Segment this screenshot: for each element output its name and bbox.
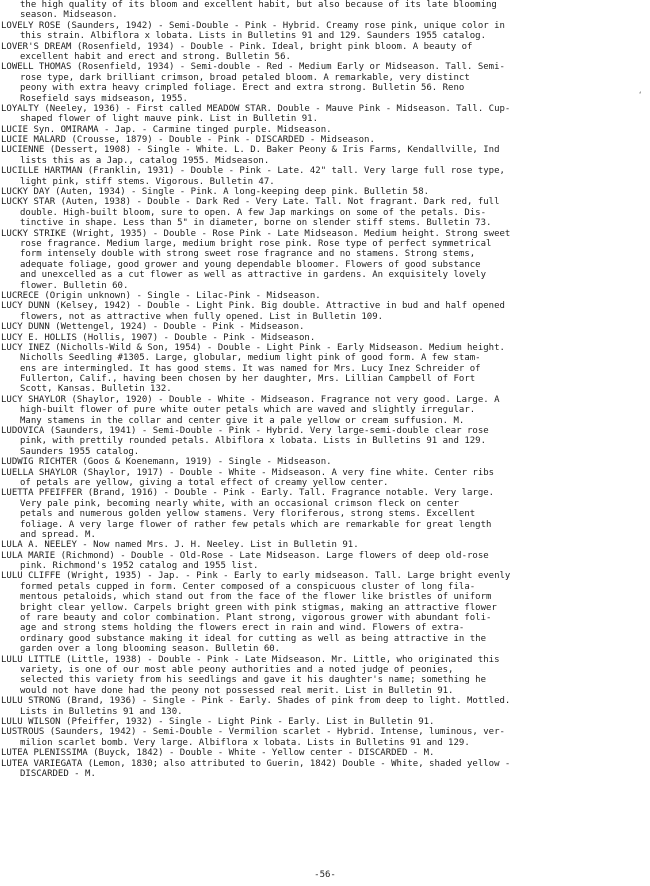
entry-heading-line: LUCKY DAY (Auten, 1934) - Single - Pink. A long-keeping deep pink. Bulletin 58.	[1, 187, 430, 198]
entry-heading-line: LUDWIG RICHTER (Goos & Koenemann, 1919) - Single - Midseason.	[1, 457, 332, 468]
entry-heading-line: LUCY DUNN (Kelsey, 1942) - Double - Light Pink. Big double. Attractive in bud and half opened	[1, 301, 505, 312]
entry-text-line: pink, with prettily rounded petals. Albiflora x lobata. Lists in Bulletins 91 and 129.	[20, 436, 486, 447]
entry-text-line: petals and numerous golden yellow stamens. Very floriferous, strong stems. Excellent	[20, 509, 476, 520]
entry-text-line: Scott, Kansas. Bulletin 132.	[20, 384, 172, 395]
entry-text-line: bright clear yellow. Carpels bright green with pink stigmas, making an attractive flower	[20, 602, 497, 613]
entry-heading-line: LUCY SHAYLOR (Shaylor, 1920) - Double - White - Midseason. Fragrance not very good. Large. A	[1, 394, 500, 405]
entry-text-line: DISCARDED - M.	[20, 768, 96, 779]
entry-text-line: rose type, dark brilliant crimson, broad petaled bloom. A remarkable, very distinct	[20, 72, 470, 83]
entry-heading-line: LUETTA PFEIFFER (Brand, 1916) - Double - Pink - Early. Tall. Fragrance notable. Very large.	[1, 488, 495, 499]
entry-text-line: would not have done had the peony not possessed real merit. List in Bulletin 91.	[20, 685, 454, 696]
entry-heading-line: LUELLA SHAYLOR (Shaylor, 1917) - Double - White - Midseason. A very fine white. Center ribs	[1, 467, 495, 478]
entry-heading-line: LOVER'S DREAM (Rosenfield, 1934) - Double - Pink. Ideal, bright pink bloom. A beauty of	[1, 41, 473, 52]
entry-heading-line: LUCY INEZ (Nicholls-Wild & Son, 1954) - Double - Light Pink - Early Midseason. Medium height.	[1, 342, 505, 353]
entry-heading-line: LUSTROUS (Saunders, 1942) - Semi-Double - Vermilion scarlet - Hybrid. Intense, luminous, ver-	[1, 727, 505, 738]
entry-text-line: of petals are yellow, giving a total effect of creamy yellow center.	[20, 477, 389, 488]
entry-heading-line: LUTEA VARIEGATA (Lemon, 1830; also attributed to Guerin, 1842) Double - White, shaded yellow -	[1, 758, 511, 769]
entry-text-line: season. Midseason.	[20, 10, 118, 21]
entry-heading-line: LUCY E. HOLLIS (Hollis, 1907) - Double - Pink - Midseason.	[1, 332, 316, 343]
entry-text-line: Lists in Bulletins 91 and 130.	[20, 706, 183, 717]
entry-text-line: the high quality of its bloom and excellent habit, but also because of its late blooming	[20, 0, 497, 10]
entry-text-line: Rosefield says midseason, 1955.	[20, 93, 188, 104]
entry-text-line: double. High-built bloom, sure to open. A few Jap markings on some of the petals. Dis-	[20, 207, 486, 218]
entry-heading-line: LULU CLIFFE (Wright, 1935) - Jap. - Pink - Early to early midseason. Tall. Large bright evenly	[1, 571, 511, 582]
entry-heading-line: LULU STRONG (Brand, 1936) - Single - Pink - Early. Shades of pink from deep to light. Mottled.	[1, 696, 511, 707]
entry-text-line: peony with extra heavy crimpled foliage. Erect and extra strong. Bulletin 56. Reno	[20, 83, 465, 94]
entry-text-line: and unexcelled as a cut flower as well as attractive in gardens. An exquisitely lovely	[20, 270, 486, 281]
entry-text-line: ens are intermingled. It has good stems. It was named for Mrs. Lucy Inez Schreider of	[20, 363, 481, 374]
entry-text-line: garden over a long blooming season. Bulletin 60.	[20, 644, 281, 655]
entry-text-line: and spread. M.	[20, 529, 96, 540]
entry-text-line: formed petals cupped in form. Center composed of a conspicuous cluster of long fila-	[20, 581, 476, 592]
entry-text-line: form intensely double with strong sweet rose fragrance and no stamens. Strong stems,	[20, 249, 476, 260]
entry-text-line: of rare beauty and color combination. Plant strong, vigorous grower with abundant foli-	[20, 613, 492, 624]
entry-heading-line: LUCY DUNN (Wettengel, 1924) - Double - Pink - Midseason.	[1, 322, 305, 333]
entry-heading-line: LULA MARIE (Richmond) - Double - Old-Rose - Late Midseason. Large flowers of deep old-rose	[1, 550, 489, 561]
entry-text-line: age and strong stems holding the flowers erect in rain and wind. Flowers of extra-	[20, 623, 465, 634]
entry-text-line: light pink, stiff stems. Vigorous. Bulletin 47.	[20, 176, 275, 187]
entry-text-line: mentous petaloids, which stand out from the face of the flower like bristles of uniform	[20, 592, 492, 603]
entry-heading-line: LOWELL THOMAS (Rosenfield, 1934) - Semi-double - Red - Medium Early or Midseason. Tall. Semi-	[1, 62, 505, 73]
entry-text-line: variety, is one of our most able peony authorities and a noted judge of peonies,	[20, 665, 454, 675]
entry-heading-line: LULU LITTLE (Little, 1938) - Double - Pink - Late Midseason. Mr. Little, who originated this	[1, 654, 500, 665]
entry-heading-line: LUCKY STRIKE (Wright, 1935) - Double - Rose Pink - Late Midseason. Medium height. Strong sweet	[1, 228, 511, 239]
entry-text-line: Saunders 1955 catalog.	[20, 446, 140, 457]
entry-heading-line: LUCIE Syn. OMIRAMA - Jap. - Carmine tinged purple. Midseason.	[1, 124, 332, 135]
entry-heading-line: LULU WILSON (Pfeiffer, 1932) - Single - Light Pink - Early. List in Bulletin 91.	[1, 716, 435, 727]
entry-text-line: excellent habit and erect and strong. Bulletin 56.	[20, 51, 291, 62]
entry-text-line: Very pale pink, becoming nearly white, with an occasional crimson fleck on center	[20, 498, 459, 509]
entry-heading-line: LUCRECE (Origin unknown) - Single - Lilac-Pink - Midseason.	[1, 290, 321, 301]
entry-text-line: tinctive in shape. Less than 5" in diameter, borne on slender stiff stems. Bulletin 73.	[20, 218, 492, 229]
entry-heading-line: LUCIE MALARD (Crousse, 1879) - Double - Pink - DISCARDED - Midseason.	[1, 135, 375, 146]
entry-text-line: Many stamens in the collar and center give it a pale yellow or cream suffusion. M.	[20, 415, 465, 426]
entry-text-line: lists this as a Jap., catalog 1955. Midseason.	[20, 155, 270, 166]
margin-mark: ʻ	[638, 91, 643, 99]
entry-text-line: milion scarlet bomb. Very large. Albiflora x lobata. Lists in Bulletins 91 and 129.	[20, 737, 470, 748]
entry-heading-line: LUCKY STAR (Auten, 1938) - Double - Dark Red - Very Late. Tall. Not fragrant. Dark red, full	[1, 197, 500, 208]
entry-heading-line: LUDOVICA (Saunders, 1941) - Semi-Double - Pink - Hybrid. Very large-semi-double clear rose	[1, 426, 489, 437]
entry-text-line: selected this variety from his seedlings and gave it his daughter's name; something he	[20, 675, 486, 686]
entry-heading-line: LUCILLE HARTMAN (Franklin, 1931) - Double - Pink - Late. 42" tall. Very large full rose type,	[1, 166, 505, 177]
entry-heading-line: LULA A. NEELEY - Now named Mrs. J. H. Neeley. List in Bulletin 91.	[1, 540, 359, 551]
entry-text-line: rose fragrance. Medium large, medium bright rose pink. Rose type of perfect symmetrical	[20, 238, 492, 249]
entry-text-line: Nicholls Seedling #1305. Large, globular, medium light pink of good form. A few stam-	[20, 353, 481, 364]
entry-text-line: Fullerton, Calif., having been chosen by her daughter, Mrs. Lillian Campbell of Fort	[20, 374, 476, 385]
entry-text-line: foliage. A very large flower of rather few petals which are remarkable for great length	[20, 519, 492, 530]
entry-text-line: flowers, not as attractive when fully opened. List in Bulletin 109.	[20, 311, 384, 322]
entry-heading-line: LOVELY ROSE (Saunders, 1942) - Semi-Double - Pink - Hybrid. Creamy rose pink, unique color in	[1, 20, 505, 31]
entry-heading-line: LUTEA PLENISSIMA (Buyck, 1842) - Double - White - Yellow center - DISCARDED - M.	[1, 748, 435, 759]
page-number: -56-	[314, 870, 336, 880]
entry-text-line: adequate foliage, good grower and young dependable bloomer. Flowers of good substance	[20, 259, 481, 270]
entry-heading-line: LUCIENNE (Dessert, 1908) - Single - White. L. D. Baker Peony & Iris Farms, Kendallville, Ind	[1, 145, 500, 156]
entry-heading-line: LOYALTY (Neeley, 1936) - First called MEADOW STAR. Double - Mauve Pink - Midseason. Tall. Cup-	[1, 103, 511, 114]
entry-text-line: pink. Richmond's 1952 catalog and 1955 list.	[20, 561, 259, 572]
entry-text-line: this strain. Albiflora x lobata. Lists in Bulletins 91 and 129. Saunders 1955 catalog.	[20, 31, 486, 42]
entry-text-line: ordinary good substance making it ideal for cutting as well as being attractive in the	[20, 633, 486, 644]
entry-text-line: flower. Bulletin 60.	[20, 280, 129, 291]
entry-text-line: high-built flower of pure white outer petals which are waved and slightly irregular.	[20, 405, 476, 416]
entry-text-line: shaped flower of light mauve pink. List in Bulletin 91.	[20, 114, 319, 125]
